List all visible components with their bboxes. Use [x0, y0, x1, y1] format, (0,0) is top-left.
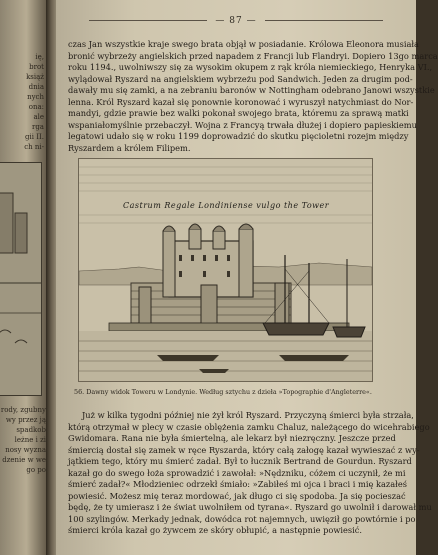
text-line: czas Jan wszystkie kraje swego brata objął w posiadanie. Królowa Eleonora musiała [68, 39, 419, 49]
left-margin-line: nych [27, 93, 44, 101]
left-margin-line: brot [29, 63, 44, 71]
left-margin-line: ię, [35, 53, 44, 61]
text-line: 100 szylingów. Merkady jednak, dowódca rot najemnych, uwięził go powtórnie i po [68, 513, 416, 524]
text-line: Ryszardem a królem Filipem. [68, 142, 191, 153]
left-margin-line: książ [26, 73, 44, 81]
text-line: wspaniałomyślnie przebaczył. Wojna z Francyą trwała dłużej i dopiero papieskiemu [68, 119, 417, 130]
left-margin-line: gii II. [25, 133, 44, 141]
text-line: lenna. Król Ryszard kazał się ponownie koronować i wyruszył natychmiast do Nor- [68, 96, 414, 107]
text-line: dawały mu się zamki, a na zebraniu baronów w Nottingham odebrano Janowi wszystkie [68, 85, 435, 95]
paragraph-top [68, 39, 438, 154]
left-page-engraving [0, 162, 42, 396]
paragraph-bottom [68, 410, 432, 537]
text-line: będę, że ty umierasz i że świat uwolniłem od tyrana«. Ryszard go uwolnił i darował mu [68, 502, 432, 512]
left-margin-line: ale [33, 113, 44, 121]
left-page-text: rody, zgubny wy przez ją spadkob leżne i zi nosy wyzna dzenie w we go po [0, 406, 46, 474]
text-line: Gwidomara. Rana nie była śmiertelną, ale lekarz był niezręczny. Jeszcze przed [68, 433, 396, 443]
left-margin-line: dnia [28, 83, 44, 91]
figure-caption: 56. Dawny widok Toweru w Londynie. Według sztychu z dzieła »Topographie d'Angleterre«. [74, 388, 372, 396]
text-line: śmiercią dostał się zamek w ręce Ryszarda, który całą załogę kazał wywieszać z wy- [68, 444, 420, 455]
page-number: — 87 — [56, 16, 416, 26]
text-line: wylądował Ryszard na angielskiem wybrzeżu pod Sandwich. Jeden za drugim pod- [68, 73, 413, 84]
book-page [56, 0, 438, 555]
left-page-fragment [0, 0, 48, 555]
text-line: którą otrzymał w plecy w czasie oblężenia zamku Chaluz, należącego do wicehrabiego [68, 421, 430, 432]
text-line: śmierć zadał?« Młodzieniec odrzekł śmiało: »Zabiłeś mi ojca i braci i mię kazałeś [68, 479, 407, 489]
text-line: kazał go do swego łoża sprowadzić i zawołał: »Nędzniku, cóżem ci uczynił, że mi [68, 467, 406, 478]
tower-engraving-figure [78, 158, 373, 382]
text-line: roku 1194., uwolniwszy się za wysokim okupem z rąk króla niemieckiego, Henryka VI., [68, 62, 433, 72]
text-line: bronić wybrzeży angielskich przed napadem z Francji lub Flandryi. Dopiero 13go marca [68, 50, 438, 61]
left-margin-line: ch ni- [24, 143, 44, 151]
text-line: mandyi, gdzie prawie bez walki pokonał swojego brata, któremu za sprawą matki [68, 108, 409, 118]
text-line: legatowi udało się w roku 1199 doprowadzić do skutku pięcioletni rozejm między [68, 131, 409, 141]
text-line: śmierci króla kazał go żywcem ze skóry obłupić, a następnie powiesić. [68, 525, 363, 535]
engraving-inscription: Castrum Regale Londiniense vulgo the Tower [123, 201, 330, 210]
text-line: Już w kilka tygodni później nie żył król Ryszard. Przyczyną śmierci była strzała, [82, 410, 414, 420]
left-margin-line: rga [31, 123, 44, 131]
text-line: powiesić. Możesz mię teraz mordować, jak długo ci się spodoba. Ja się pocieszać [68, 490, 406, 501]
tower-engraving [79, 159, 372, 381]
text-line: jątkiem tego, który mu śmierć zadał. Był to łucznik Bertrand de Gourdun. Ryszard [68, 456, 412, 466]
left-margin-line: ona: [28, 103, 44, 111]
